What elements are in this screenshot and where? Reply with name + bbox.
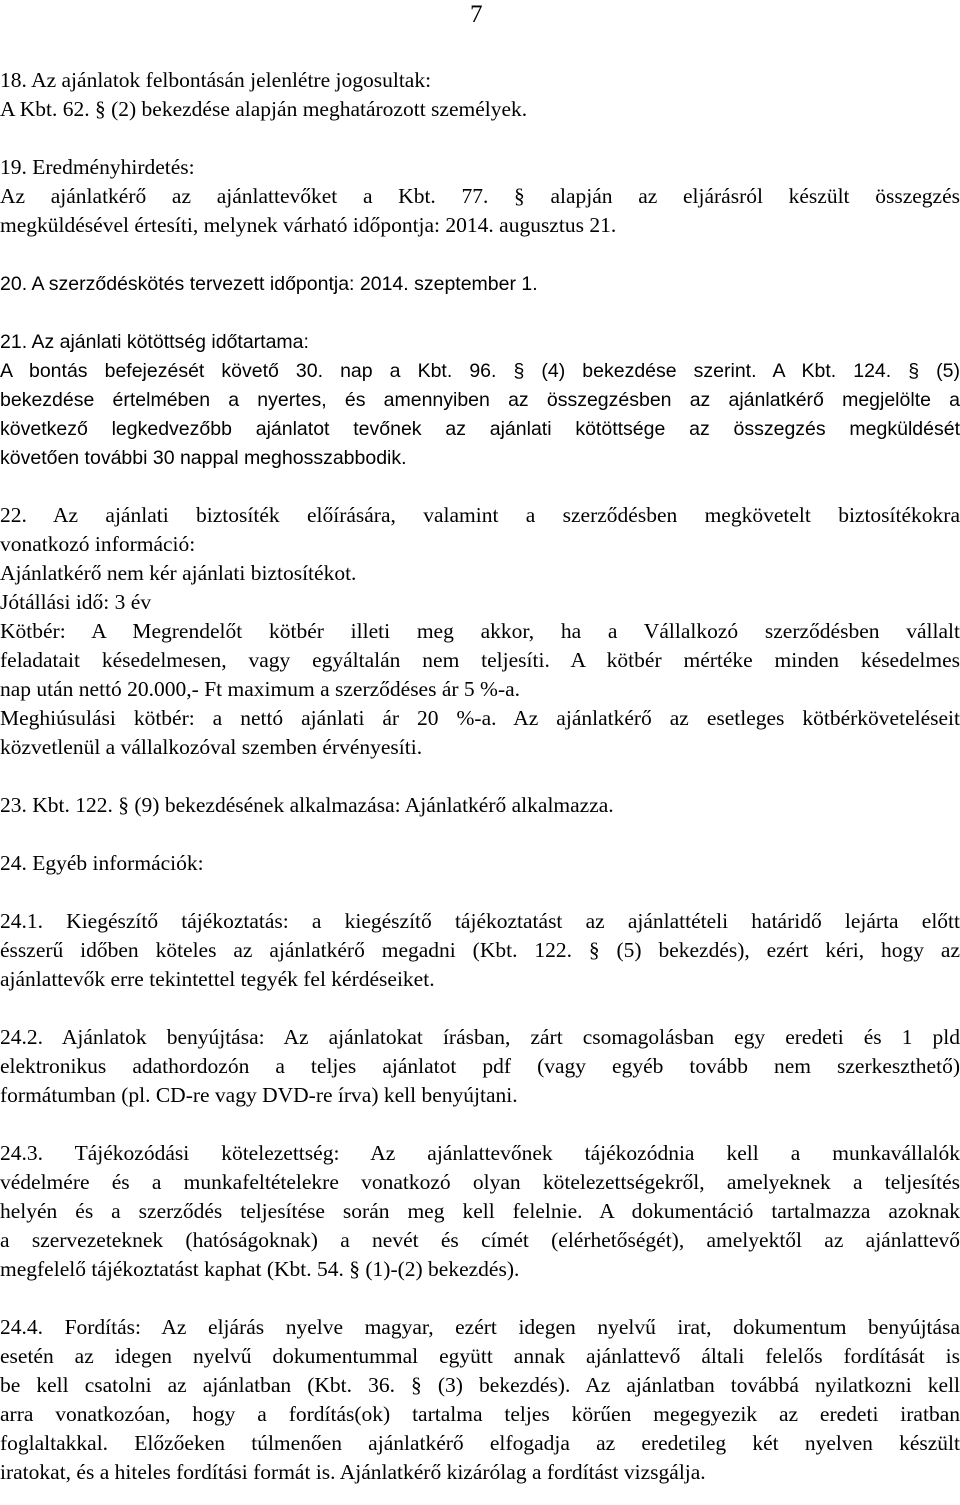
text-line	[0, 1429, 960, 1458]
paragraph-gap	[0, 1110, 960, 1139]
page-number: 7	[470, 1, 483, 28]
text-line	[0, 501, 960, 530]
text-segment: A Kbt. 62. § (2) bekezdése alapján meghatározott személyek.	[0, 97, 528, 121]
text-segment: 24.4. Fordítás: Az eljárás nyelve magyar, ezért idegen nyelvű irat, dokumentum benyújtása	[0, 1315, 960, 1339]
paragraph-gap	[0, 124, 960, 153]
text-line	[0, 269, 960, 298]
text-segment: 24.2. Ajánlatok benyújtása: Az ajánlatokat írásban, zárt csomagolásban egy eredeti és 1 pld	[0, 1025, 960, 1049]
text-segment: ésszerű időben köteles az ajánlatkérő megadni (Kbt. 122. § (5) bekezdés), ezért kéri, hogy az	[0, 938, 960, 962]
text-line	[0, 1342, 960, 1371]
text-line	[0, 936, 960, 965]
text-segment: bekezdése értelmében a nyertes, és amennyiben az összegzésben az ajánlatkérő megjelölte a	[0, 389, 960, 411]
text-line	[0, 675, 960, 704]
text-line	[0, 1313, 960, 1342]
text-segment: elektronikus adathordozón a teljes ajánlatot pdf (vagy egyéb tovább nem szerkeszthető)	[0, 1054, 960, 1078]
text-line	[0, 1081, 960, 1110]
text-line	[0, 1371, 960, 1400]
text-segment: Az ajánlatkérő az ajánlattevőket a Kbt. 77. § alapján az eljárásról készült összegzés	[0, 184, 960, 208]
text-line	[0, 1052, 960, 1081]
text-line	[0, 443, 960, 472]
text-segment: védelmére és a munkafeltételekre vonatkozó olyan kötelezettségekről, amelyeknek a teljesítés	[0, 1170, 960, 1194]
text-line	[0, 385, 960, 414]
text-segment: iratokat, és a hiteles fordítási formát is. Ajánlatkérő kizárólag a fordítást vizsgálja.	[0, 1460, 706, 1484]
text-line	[0, 559, 960, 588]
text-line	[0, 356, 960, 385]
text-segment: 20. A szerződéskötés tervezett időpontja: 2014. szeptember 1.	[0, 273, 538, 295]
text-line	[0, 1255, 960, 1284]
text-line	[0, 1023, 960, 1052]
text-line	[0, 182, 960, 211]
text-segment: A bontás befejezését követő 30. nap a Kbt. 96. § (4) bekezdése szerint. A Kbt. 124. § (5)	[0, 360, 960, 382]
text-segment: foglaltakkal. Előzőeken túlmenően ajánlatkérő elfogadja az eredetileg két nyelven készült	[0, 1431, 960, 1455]
text-segment: Kötbér: A Megrendelőt kötbér illeti meg akkor, ha a Vállalkozó szerződésben vállalt	[0, 619, 960, 643]
text-line	[0, 153, 960, 182]
text-segment: követően további 30 nappal meghosszabbodik.	[0, 447, 407, 469]
text-line	[0, 1400, 960, 1429]
text-line	[0, 211, 960, 240]
text-line	[0, 704, 960, 733]
text-segment: 19. Eredményhirdetés:	[0, 155, 195, 179]
text-segment: Ajánlatkérő nem kér ajánlati biztosítékot.	[0, 561, 357, 585]
paragraph-gap	[0, 878, 960, 907]
text-line	[0, 733, 960, 762]
text-segment: arra vonatkozóan, hogy a fordítás(ok) tartalma teljes körűen megegyezik az eredeti iratban	[0, 1402, 960, 1426]
text-segment: formátumban (pl. CD-re vagy DVD-re írva) kell benyújtani.	[0, 1083, 518, 1107]
text-segment: 24.3. Tájékozódási kötelezettség: Az ajánlattevőnek tájékozódnia kell a munkavállalók	[0, 1141, 960, 1165]
paragraph-gap	[0, 820, 960, 849]
text-line	[0, 907, 960, 936]
text-line	[0, 530, 960, 559]
text-line	[0, 965, 960, 994]
text-line	[0, 1168, 960, 1197]
text-line	[0, 646, 960, 675]
text-segment: 24.1. Kiegészítő tájékoztatás: a kiegészítő tájékoztatást az ajánlattételi határidő lejárta előtt	[0, 909, 960, 933]
text-segment: 18. Az ajánlatok felbontásán jelenlétre jogosultak:	[0, 68, 432, 92]
text-segment: nap után nettó 20.000,- Ft maximum a szerződéses ár 5 %-a.	[0, 677, 521, 701]
paragraph-gap	[0, 762, 960, 791]
text-segment: következő legkedvezőbb ajánlatot tevőnek az ajánlati kötöttsége az összegzés megküldését	[0, 418, 960, 440]
document-body	[0, 66, 960, 1487]
text-line	[0, 327, 960, 356]
text-segment: ajánlattevők erre tekintettel tegyék fel kérdéseiket.	[0, 967, 435, 991]
text-segment: feladatait késedelmesen, vagy egyáltalán nem teljesíti. A kötbér mértéke minden késedelmes	[0, 648, 960, 672]
text-line	[0, 588, 960, 617]
text-segment: helyén és a szerződés teljesítése során meg kell felelnie. A dokumentáció tartalmazza azoknak	[0, 1199, 960, 1223]
text-line	[0, 1226, 960, 1255]
text-segment: vonatkozó információ:	[0, 532, 196, 556]
text-segment: 21. Az ajánlati kötöttség időtartama:	[0, 331, 309, 353]
text-line	[0, 414, 960, 443]
text-segment: megfelelő tájékoztatást kaphat (Kbt. 54. § (1)-(2) bekezdés).	[0, 1257, 520, 1281]
paragraph-gap	[0, 1284, 960, 1313]
text-segment: közvetlenül a vállalkozóval szemben érvényesíti.	[0, 735, 423, 759]
paragraph-gap	[0, 240, 960, 269]
paragraph-gap	[0, 298, 960, 327]
text-line	[0, 1197, 960, 1226]
text-line	[0, 617, 960, 646]
text-segment: Jótállási idő: 3 év	[0, 590, 152, 614]
paragraph-gap	[0, 472, 960, 501]
text-segment: esetén az idegen nyelvű dokumentummal együtt annak ajánlattevő általi felelős fordítását is	[0, 1344, 960, 1368]
text-segment: megküldésével értesíti, melynek várható időpontja: 2014. augusztus 21.	[0, 213, 617, 237]
text-line	[0, 791, 960, 820]
paragraph-gap	[0, 994, 960, 1023]
text-segment: 24. Egyéb információk:	[0, 851, 204, 875]
text-segment: Meghiúsulási kötbér: a nettó ajánlati ár 20 %-a. Az ajánlatkérő az esetleges kötbérköveteléseit	[0, 706, 960, 730]
text-segment: 22. Az ajánlati biztosíték előírására, valamint a szerződésben megkövetelt biztosítékokra	[0, 503, 960, 527]
text-line	[0, 1458, 960, 1487]
text-line	[0, 66, 960, 95]
text-segment: a szervezeteknek (hatóságoknak) a nevét és címét (elérhetőségét), amelyektől az ajánlattevő	[0, 1228, 960, 1252]
text-line	[0, 1139, 960, 1168]
text-segment: 23. Kbt. 122. § (9) bekezdésének alkalmazása: Ajánlatkérő alkalmazza.	[0, 793, 614, 817]
text-line	[0, 95, 960, 124]
text-segment: be kell csatolni az ajánlatban (Kbt. 36. § (3) bekezdés). Az ajánlatban továbbá nyilatkozni kell	[0, 1373, 960, 1397]
text-line	[0, 849, 960, 878]
